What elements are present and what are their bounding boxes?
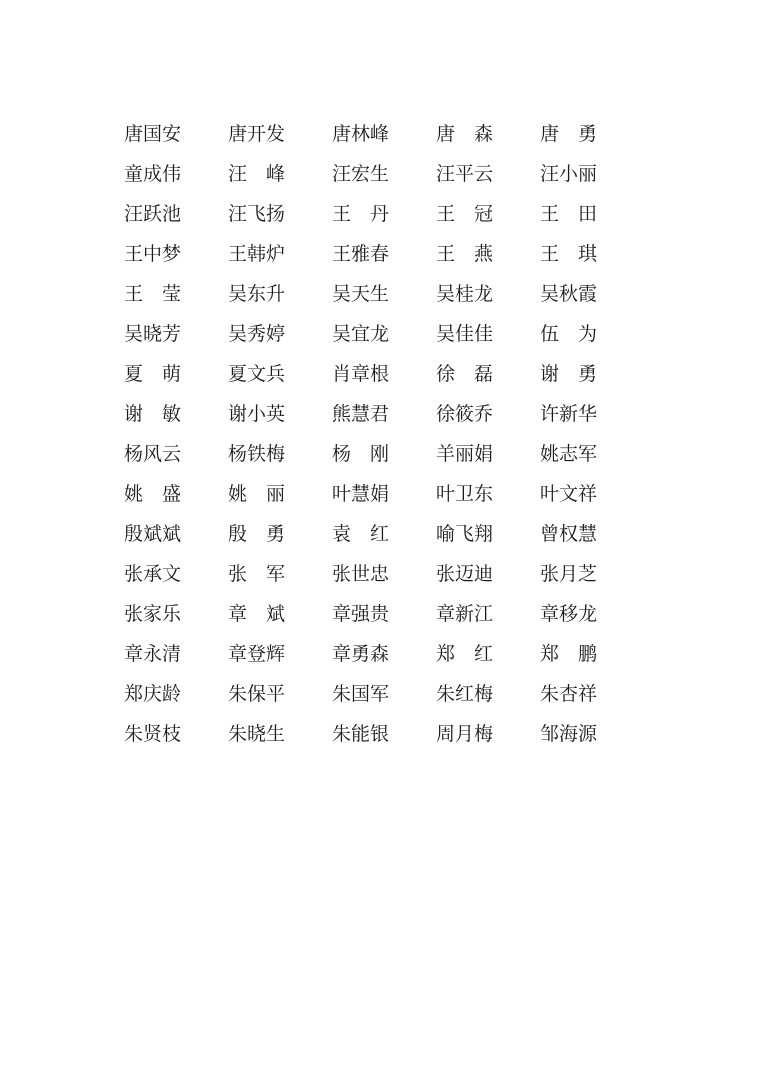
person-name: 夏 萌 (124, 363, 182, 385)
person-name: 谢小英 (228, 403, 286, 425)
name-list (124, 114, 644, 754)
person-name: 徐筱乔 (436, 403, 494, 425)
person-name: 王 琪 (540, 243, 598, 265)
person-name: 吴桂龙 (436, 283, 494, 305)
name-row (124, 514, 644, 554)
name-row (124, 594, 644, 634)
person-name: 肖章根 (332, 363, 390, 385)
person-name: 曾权慧 (540, 523, 598, 545)
person-name: 谢 勇 (540, 363, 598, 385)
person-name: 王 田 (540, 203, 598, 225)
person-name: 郑 红 (436, 643, 494, 665)
person-name: 朱保平 (228, 683, 286, 705)
person-name: 郑 鹏 (540, 643, 598, 665)
name-row (124, 234, 644, 274)
person-name: 杨 刚 (332, 443, 390, 465)
name-row (124, 154, 644, 194)
person-name: 朱红梅 (436, 683, 494, 705)
name-row (124, 394, 644, 434)
person-name: 王韩炉 (228, 243, 286, 265)
person-name: 羊丽娟 (436, 443, 494, 465)
person-name: 吴天生 (332, 283, 390, 305)
name-row (124, 114, 644, 154)
person-name: 王 莹 (124, 283, 182, 305)
person-name: 吴晓芳 (124, 323, 182, 345)
person-name: 杨铁梅 (228, 443, 286, 465)
person-name: 吴宜龙 (332, 323, 390, 345)
person-name: 姚志军 (540, 443, 598, 465)
person-name: 朱晓生 (228, 723, 286, 745)
person-name: 吴佳佳 (436, 323, 494, 345)
person-name: 王中梦 (124, 243, 182, 265)
person-name: 谢 敏 (124, 403, 182, 425)
person-name: 张世忠 (332, 563, 390, 585)
person-name: 张 军 (228, 563, 286, 585)
person-name: 王雅春 (332, 243, 390, 265)
person-name: 袁 红 (332, 523, 390, 545)
person-name: 唐林峰 (332, 123, 390, 145)
name-row (124, 474, 644, 514)
person-name: 吴东升 (228, 283, 286, 305)
name-row (124, 314, 644, 354)
person-name: 吴秋霞 (540, 283, 598, 305)
person-name: 章新江 (436, 603, 494, 625)
person-name: 殷 勇 (228, 523, 286, 545)
person-name: 熊慧君 (332, 403, 390, 425)
name-row (124, 354, 644, 394)
person-name: 童成伟 (124, 163, 182, 185)
person-name: 汪跃池 (124, 203, 182, 225)
person-name: 邹海源 (540, 723, 598, 745)
person-name: 叶文祥 (540, 483, 598, 505)
person-name: 喻飞翔 (436, 523, 494, 545)
person-name: 汪小丽 (540, 163, 598, 185)
person-name: 伍 为 (540, 323, 598, 345)
name-row (124, 714, 644, 754)
person-name: 张月芝 (540, 563, 598, 585)
person-name: 朱贤枝 (124, 723, 182, 745)
person-name: 徐 磊 (436, 363, 494, 385)
person-name: 吴秀婷 (228, 323, 286, 345)
person-name: 许新华 (540, 403, 598, 425)
person-name: 姚 盛 (124, 483, 182, 505)
person-name: 周月梅 (436, 723, 494, 745)
person-name: 朱国军 (332, 683, 390, 705)
person-name: 唐国安 (124, 123, 182, 145)
person-name: 叶慧娟 (332, 483, 390, 505)
name-row (124, 554, 644, 594)
person-name: 张家乐 (124, 603, 182, 625)
person-name: 章 斌 (228, 603, 286, 625)
person-name: 杨风云 (124, 443, 182, 465)
person-name: 姚 丽 (228, 483, 286, 505)
person-name: 唐开发 (228, 123, 286, 145)
person-name: 唐 勇 (540, 123, 598, 145)
person-name: 殷斌斌 (124, 523, 182, 545)
name-row (124, 634, 644, 674)
person-name: 王 冠 (436, 203, 494, 225)
person-name: 郑庆龄 (124, 683, 182, 705)
person-name: 章移龙 (540, 603, 598, 625)
person-name: 朱杏祥 (540, 683, 598, 705)
person-name: 唐 森 (436, 123, 494, 145)
person-name: 汪飞扬 (228, 203, 286, 225)
name-row (124, 674, 644, 714)
person-name: 张承文 (124, 563, 182, 585)
person-name: 叶卫东 (436, 483, 494, 505)
person-name: 汪平云 (436, 163, 494, 185)
person-name: 章勇森 (332, 643, 390, 665)
person-name: 朱能银 (332, 723, 390, 745)
person-name: 夏文兵 (228, 363, 286, 385)
person-name: 汪宏生 (332, 163, 390, 185)
person-name: 章永清 (124, 643, 182, 665)
person-name: 张迈迪 (436, 563, 494, 585)
person-name: 王 丹 (332, 203, 390, 225)
name-row (124, 274, 644, 314)
person-name: 章强贵 (332, 603, 390, 625)
name-row (124, 434, 644, 474)
name-row (124, 194, 644, 234)
person-name: 王 燕 (436, 243, 494, 265)
person-name: 章登辉 (228, 643, 286, 665)
person-name: 汪 峰 (228, 163, 286, 185)
